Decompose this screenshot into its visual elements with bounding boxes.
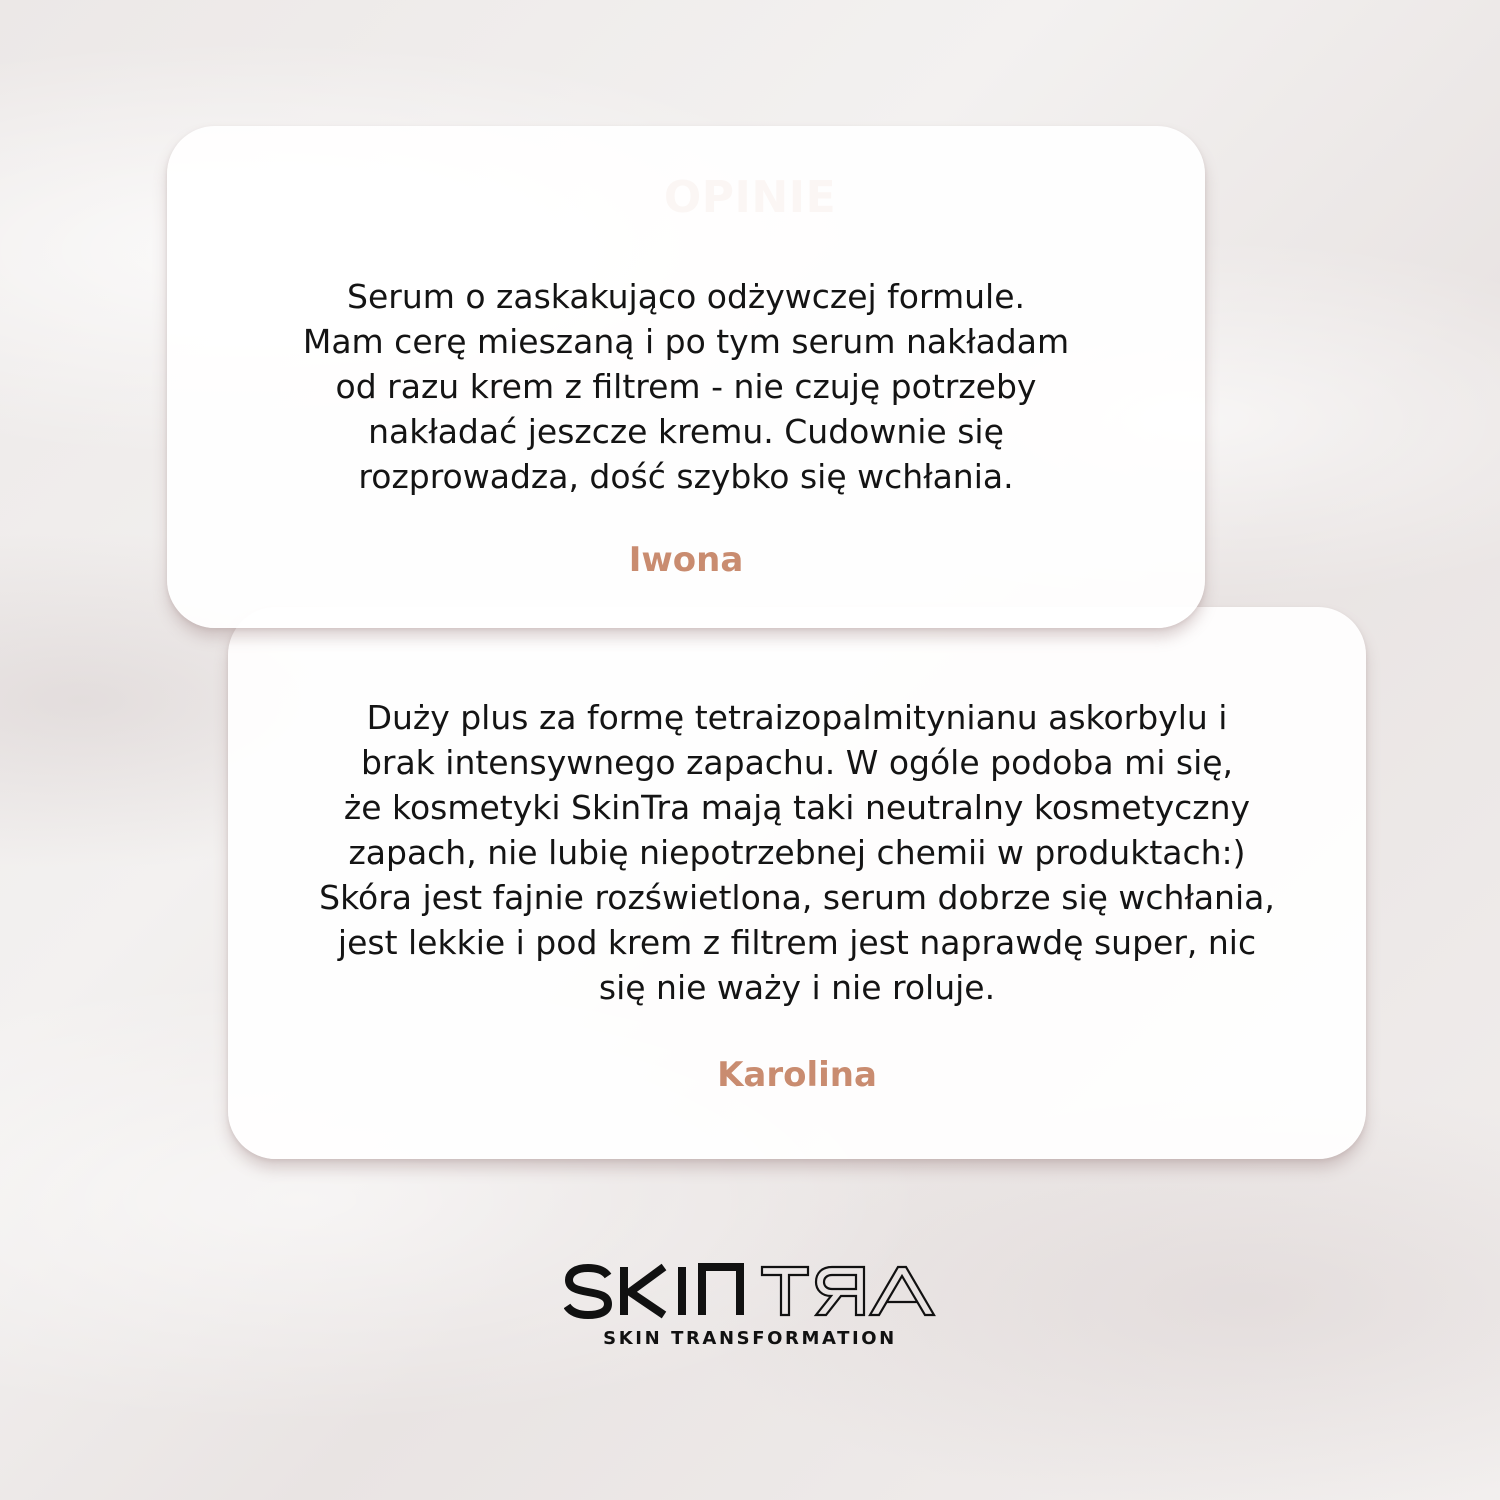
skintra-logo-icon <box>564 1262 936 1320</box>
brand-logo <box>560 1262 940 1349</box>
review-text: Serum o zaskakująco odżywczej formule. Mam cerę mieszaną i po tym serum nakładam od razu krem z filtrem - nie czuję potrzeby nakładać jeszcze kremu. Cudownie się rozprowadza, dość szybko się wchłania. <box>302 277 1070 496</box>
review-author: Iwona <box>628 540 744 580</box>
review-card <box>167 126 1205 628</box>
review-author: Karolina <box>717 1055 877 1095</box>
review-text: Duży plus za formę tetraizopalmitynianu askorbylu i brak intensywnego zapachu. W ogóle podoba mi się, że kosmetyki SkinTra mają taki neutralny kosmetyczny zapach, nie lubię niepotrzebnej chemii w produktach:) Skóra jest fajnie rozświetlona, serum dobrze się wchłania, jest lekkie i pod krem z filtrem jest naprawdę super, nic się nie waży i nie roluje. <box>319 698 1275 1007</box>
review-card <box>228 607 1366 1159</box>
brand-tagline: SKIN TRANSFORMATION <box>603 1328 897 1349</box>
